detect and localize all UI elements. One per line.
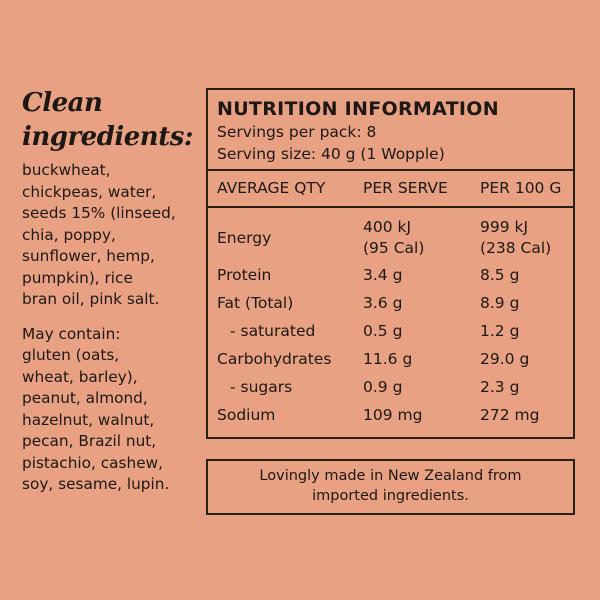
row-per-100g: 8.5 g bbox=[480, 266, 520, 284]
nutrition-information-panel bbox=[206, 88, 575, 439]
row-per-serve: 0.5 g bbox=[363, 322, 403, 340]
allergen-statement bbox=[22, 324, 202, 496]
row-per-100g: 272 mg bbox=[480, 406, 540, 424]
column-headers bbox=[208, 171, 573, 206]
row-label: Fat (Total) bbox=[217, 294, 294, 312]
nutrition-rows bbox=[208, 208, 573, 432]
row-per-serve: 400 kJ bbox=[363, 218, 412, 236]
allergen-line: May contain: bbox=[22, 324, 121, 343]
row-per-100g: 2.3 g bbox=[480, 378, 520, 396]
ingredients-line: bran oil, pink salt. bbox=[22, 290, 160, 308]
table-row-sodium bbox=[208, 404, 573, 432]
ingredients-line: chickpeas, water, bbox=[22, 182, 157, 201]
row-label: - sugars bbox=[230, 378, 293, 396]
heading-line-2: ingredients: bbox=[22, 122, 193, 152]
origin-note-line-2: imported ingredients. bbox=[312, 488, 469, 504]
heading-line-1: Clean bbox=[22, 88, 103, 118]
table-row-fat-total bbox=[208, 292, 573, 320]
allergen-line: gluten (oats, bbox=[22, 346, 120, 364]
ingredients-line: chia, poppy, bbox=[22, 225, 116, 244]
ingredients-line: pumpkin), rice bbox=[22, 268, 133, 287]
row-per-serve: 109 mg bbox=[363, 406, 423, 424]
allergen-line: wheat, barley), bbox=[22, 367, 138, 386]
ingredients-line: buckwheat, bbox=[22, 161, 111, 179]
ingredients-line: sunflower, hemp, bbox=[22, 247, 155, 265]
header-per-serve: PER SERVE bbox=[363, 179, 448, 197]
row-per-serve-cal: (95 Cal) bbox=[363, 239, 425, 257]
nutrition-header bbox=[208, 90, 573, 169]
allergen-line: pistachio, cashew, bbox=[22, 453, 163, 472]
ingredients-line: seeds 15% (linseed, bbox=[22, 204, 176, 222]
origin-note bbox=[206, 459, 575, 515]
row-per-serve: 11.6 g bbox=[363, 350, 413, 368]
row-per-serve: 0.9 g bbox=[363, 378, 403, 396]
origin-note-line-1: Lovingly made in New Zealand from bbox=[259, 468, 522, 484]
row-label: - saturated bbox=[230, 322, 316, 340]
row-label: Energy bbox=[217, 229, 272, 247]
row-label: Sodium bbox=[217, 406, 276, 424]
allergen-line: hazelnut, walnut, bbox=[22, 410, 155, 429]
row-per-serve: 3.4 g bbox=[363, 266, 403, 284]
allergen-line: peanut, almond, bbox=[22, 389, 148, 407]
clean-ingredients-section bbox=[22, 86, 202, 496]
table-row-protein bbox=[208, 264, 573, 292]
nutrition-title: NUTRITION INFORMATION bbox=[217, 98, 499, 120]
row-label: Carbohydrates bbox=[217, 350, 332, 368]
row-per-100g: 29.0 g bbox=[480, 350, 530, 368]
clean-ingredients-heading bbox=[22, 86, 202, 154]
row-per-serve: 3.6 g bbox=[363, 294, 403, 312]
row-per-100g: 8.9 g bbox=[480, 294, 520, 312]
allergen-line: pecan, Brazil nut, bbox=[22, 432, 157, 450]
ingredients-list bbox=[22, 160, 202, 311]
row-per-100g-cal: (238 Cal) bbox=[480, 239, 552, 257]
row-label: Protein bbox=[217, 266, 272, 284]
header-per-100g: PER 100 G bbox=[480, 179, 562, 197]
row-per-100g: 999 kJ bbox=[480, 218, 529, 236]
allergen-line: soy, sesame, lupin. bbox=[22, 475, 170, 493]
serving-size: Serving size: 40 g (1 Wopple) bbox=[217, 145, 445, 163]
table-row-carbohydrates bbox=[208, 348, 573, 376]
table-row-sugars bbox=[208, 376, 573, 404]
servings-per-pack: Servings per pack: 8 bbox=[217, 123, 377, 141]
header-average-qty: AVERAGE QTY bbox=[217, 179, 326, 197]
row-per-100g: 1.2 g bbox=[480, 322, 520, 340]
table-row-saturated bbox=[208, 320, 573, 348]
table-row-energy bbox=[208, 214, 573, 264]
